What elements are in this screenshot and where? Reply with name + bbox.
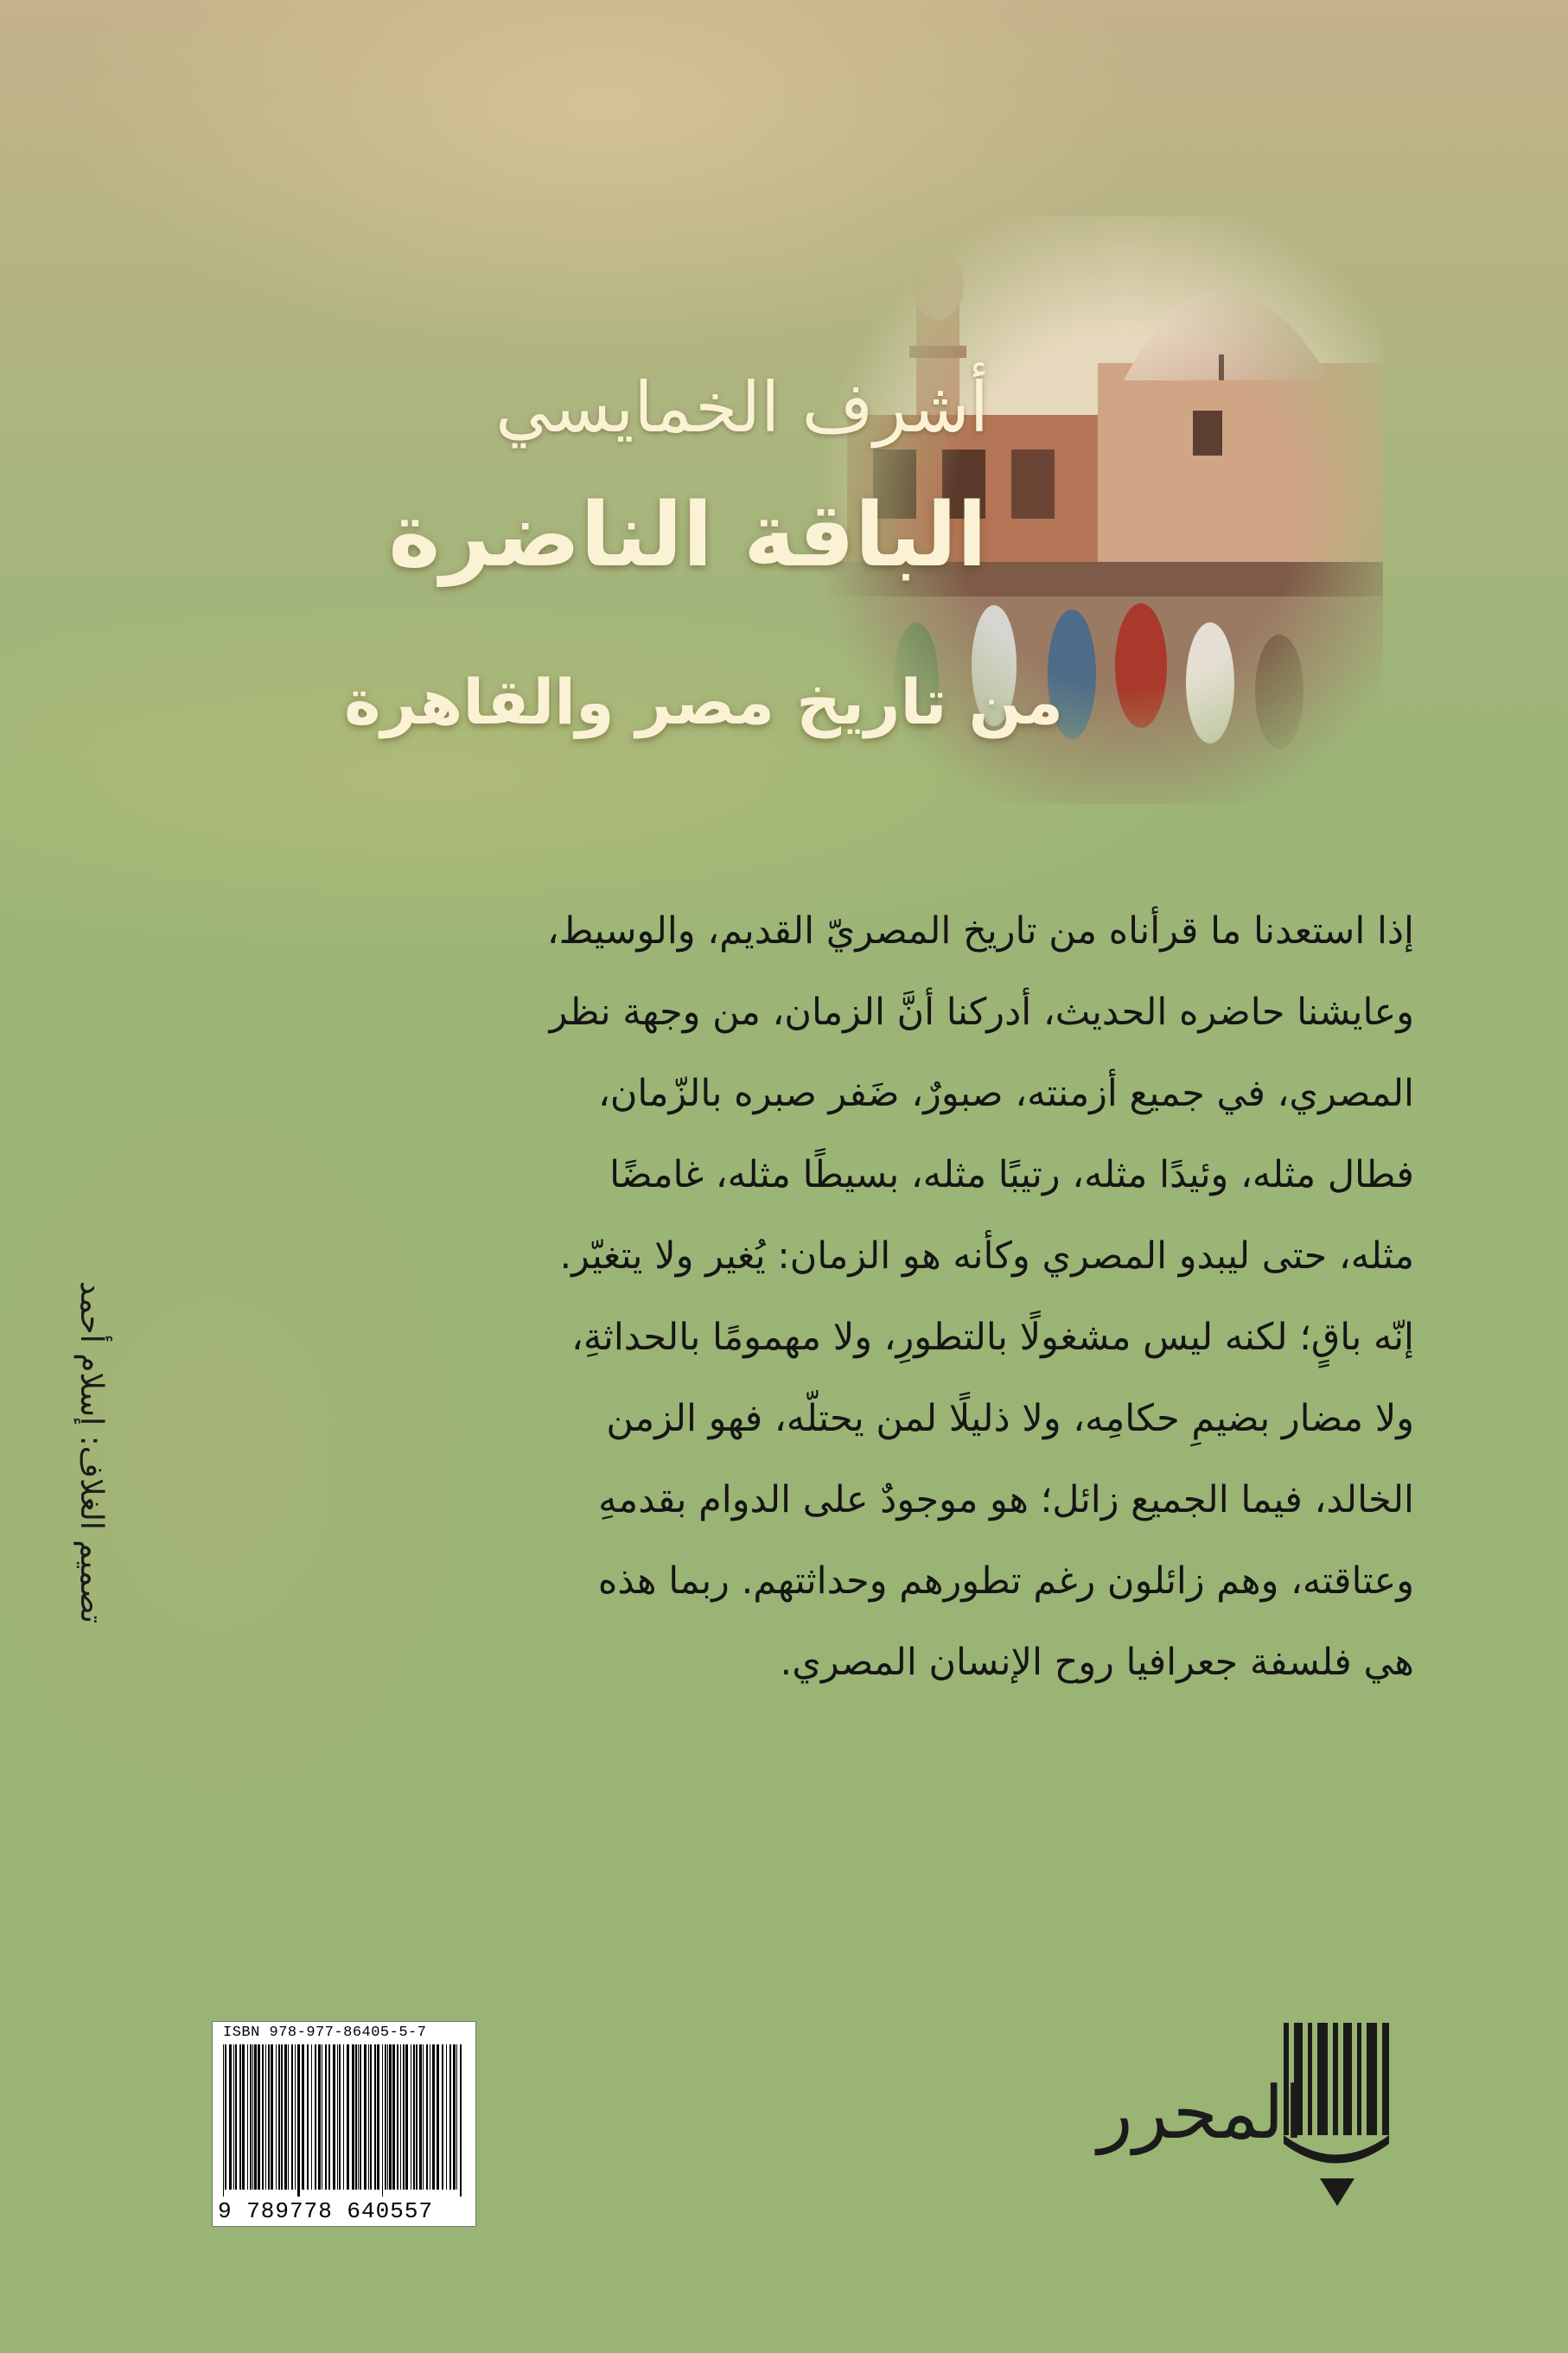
- barcode-bar: [400, 2044, 401, 2190]
- barcode-bar: [318, 2044, 321, 2190]
- book-title: الباقة الناضرة: [388, 484, 987, 587]
- blurb-line: مثله، حتى ليبدو المصري وكأنه هو الزمان: يُغير ولا يتغيّر.: [559, 1234, 1414, 1278]
- barcode-bar: [449, 2044, 451, 2190]
- barcode-bar: [446, 2044, 447, 2190]
- barcode-bar: [352, 2044, 354, 2190]
- barcode-bar: [250, 2044, 252, 2190]
- barcode-bar: [337, 2044, 338, 2190]
- barcode-bars: [220, 2044, 468, 2197]
- barcode-bar: [389, 2044, 392, 2190]
- barcode-bar: [295, 2044, 296, 2190]
- barcode-bar: [268, 2044, 270, 2190]
- barcode-bar: [370, 2044, 372, 2190]
- isbn-label: ISBN 978-977-86405-5-7: [223, 2025, 427, 2041]
- barcode-bar: [403, 2044, 405, 2190]
- blurb-line: المصري، في جميع أزمنته، صبورٌ، ضَفر صبره بالزّمان،: [597, 1072, 1414, 1115]
- publisher-logo-text: المحرر: [1098, 2070, 1304, 2155]
- barcode-bar: [442, 2044, 443, 2190]
- barcode-bar: [385, 2044, 386, 2190]
- blurb-line: إذا استعدنا ما قرأناه من تاريخ المصريّ القديم، والوسيط،: [546, 909, 1414, 953]
- barcode-bar: [325, 2044, 327, 2190]
- barcode-bar: [423, 2044, 424, 2190]
- barcode-bar: [382, 2044, 383, 2197]
- barcode-bar: [242, 2044, 245, 2190]
- barcode-bar: [377, 2044, 379, 2190]
- barcode-bar: [339, 2044, 341, 2190]
- barcode-bar: [297, 2044, 300, 2197]
- barcode-bar: [281, 2044, 283, 2190]
- cover-design-credit: تصميم الغلاف: إسلام أحمد: [73, 1280, 109, 1624]
- barcode-bar: [233, 2044, 234, 2190]
- barcode-bar: [262, 2044, 264, 2190]
- barcode-bar: [278, 2044, 280, 2190]
- barcode-bar: [307, 2044, 309, 2190]
- blurb-line: فطال مثله، وئيدًا مثله، رتيبًا مثله، بسيطًا مثله، غامضًا: [609, 1153, 1414, 1196]
- barcode-bar: [302, 2044, 304, 2190]
- barcode-bar: [328, 2044, 330, 2190]
- barcode-bar: [291, 2044, 293, 2190]
- barcode-bar: [254, 2044, 257, 2190]
- blurb-line: ولا مضار بضيمِ حكامِه، ولا ذليلًا لمن يحتلّه، فهو الزمن: [606, 1397, 1414, 1440]
- barcode-bar: [413, 2044, 415, 2190]
- barcode-bar: [460, 2044, 462, 2197]
- barcode-bar: [311, 2044, 312, 2190]
- blurb-text: [232, 890, 1414, 1703]
- barcode-bar: [358, 2044, 359, 2190]
- barcode-bar: [271, 2044, 273, 2190]
- barcode-bar: [235, 2044, 237, 2190]
- barcode-bar: [333, 2044, 335, 2190]
- barcode-bar: [347, 2044, 349, 2190]
- barcode-bar: [343, 2044, 344, 2190]
- blurb-line: وعتاقته، وهم زائلون رغم تطورهم وحداثتهم. ربما هذه: [597, 1559, 1414, 1603]
- barcode-bar: [397, 2044, 398, 2190]
- barcode-bar: [225, 2044, 226, 2190]
- author-name: أشرف الخمايسي: [495, 367, 989, 448]
- barcode-bar: [288, 2044, 289, 2190]
- barcode-bar: [432, 2044, 435, 2190]
- barcode-bar: [392, 2044, 395, 2190]
- barcode-bar: [364, 2044, 367, 2190]
- blurb-line: وعايشنا حاضره الحديث، أدركنا أنَّ الزمان، من وجهة نظر: [549, 991, 1414, 1034]
- barcode-bar: [315, 2044, 316, 2190]
- barcode-bar: [355, 2044, 357, 2190]
- barcode-bar: [360, 2044, 361, 2190]
- barcode-bar: [426, 2044, 428, 2190]
- barcode-bar: [284, 2044, 287, 2190]
- barcode-bar: [265, 2044, 266, 2190]
- barcode-bar: [419, 2044, 422, 2190]
- barcode-bar: [405, 2044, 408, 2190]
- barcode-bar: [229, 2044, 232, 2190]
- blurb-line: هي فلسفة جعرافيا روح الإنسان المصري.: [780, 1641, 1414, 1684]
- barcode-bar: [258, 2044, 260, 2190]
- barcode-bar: [387, 2044, 388, 2190]
- barcode-bar: [276, 2044, 277, 2190]
- barcode-bar: [453, 2044, 456, 2190]
- barcode-bar: [252, 2044, 253, 2190]
- barcode-bar: [437, 2044, 439, 2190]
- barcode-digits: 9 789778 640557: [218, 2198, 434, 2224]
- barcode-bar: [374, 2044, 376, 2190]
- barcode-bar: [456, 2044, 457, 2190]
- book-subtitle: من تاريخ مصر والقاهرة: [344, 666, 1063, 738]
- barcode-bar: [223, 2044, 224, 2197]
- blurb-line: إنّه باقٍ؛ لكنه ليس مشغولًا بالتطورِ، ولا مهمومًا بالحداثةِ،: [570, 1316, 1414, 1359]
- barcode-bar: [247, 2044, 248, 2190]
- blurb-line: الخالد، فيما الجميع زائل؛ هو موجودٌ على الدوام بقدمهِ: [598, 1478, 1414, 1521]
- isbn-barcode: [212, 2021, 476, 2227]
- barcode-bar: [239, 2044, 241, 2190]
- barcode-bar: [368, 2044, 369, 2190]
- barcode-bar: [416, 2044, 417, 2190]
